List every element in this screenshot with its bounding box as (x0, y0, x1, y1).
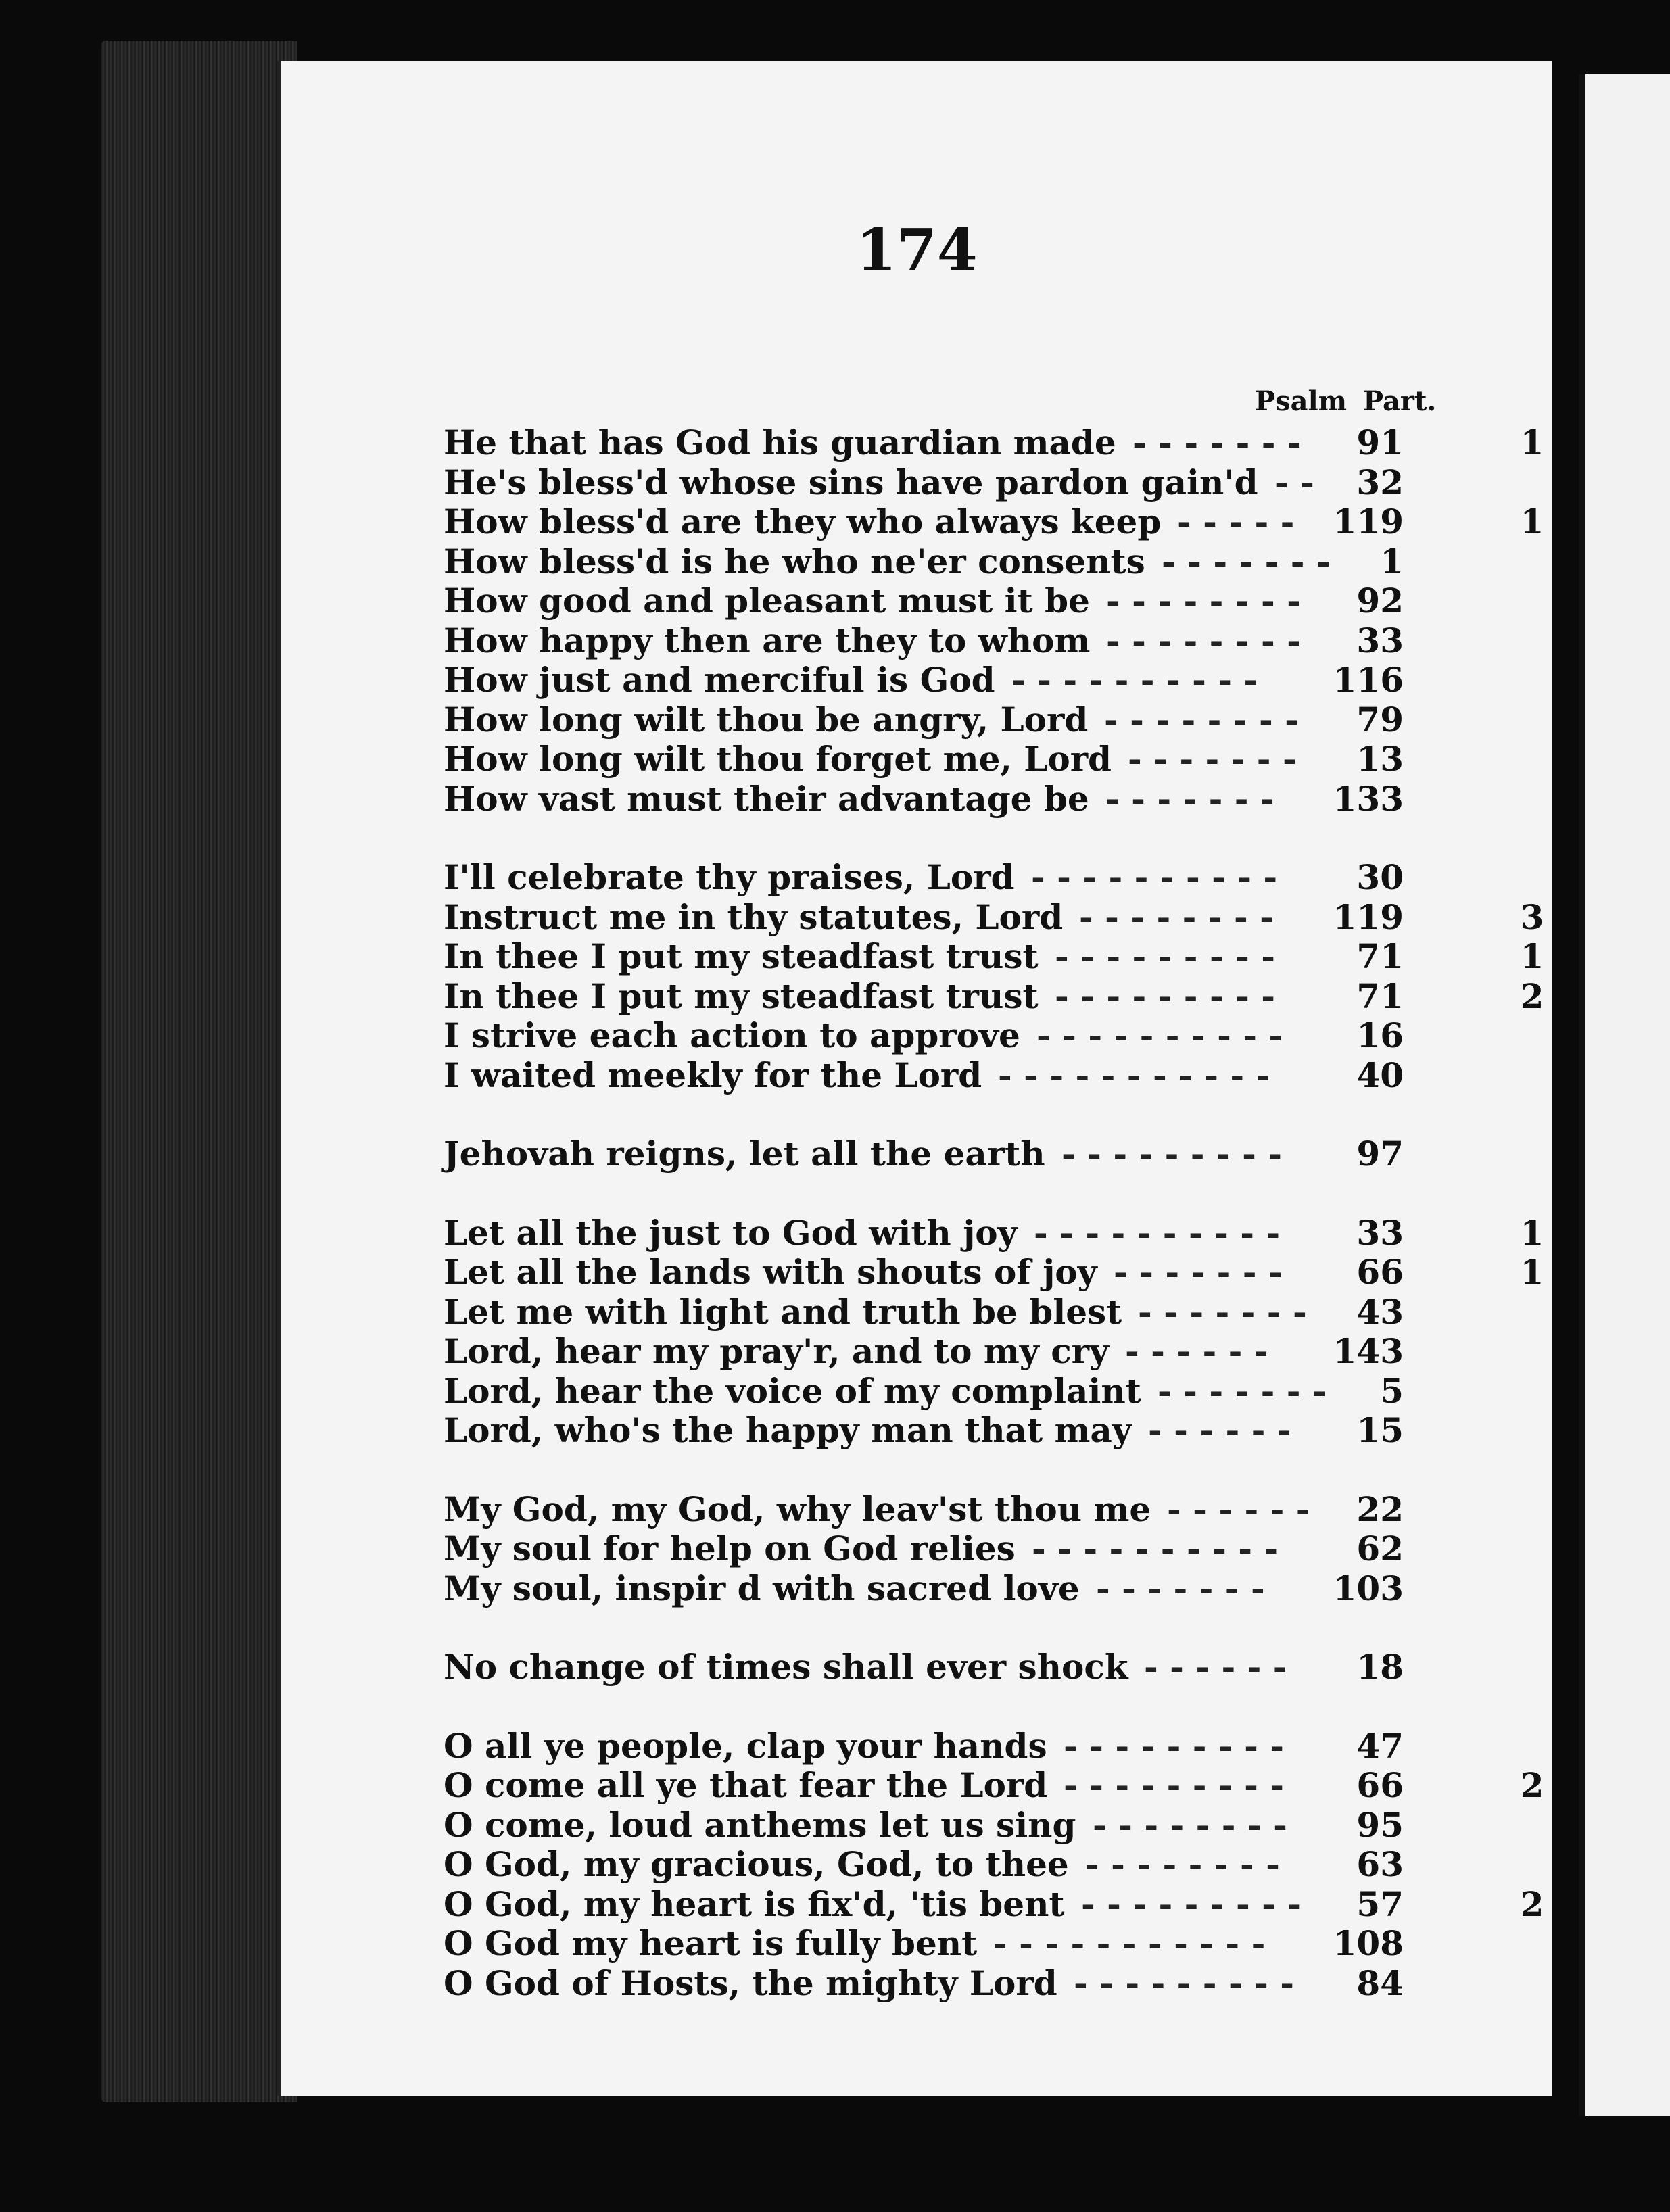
page-number: 174 (856, 216, 978, 285)
psalm-number: 91 (1356, 423, 1404, 462)
index-entry (444, 857, 1593, 898)
first-line-text: I waited meekly for the Lord (444, 1055, 982, 1095)
psalm-column-header: Psalm (1255, 385, 1347, 417)
index-entry (444, 976, 1593, 1017)
leader-dashes: - - - - - (1177, 502, 1295, 542)
first-line-text: Let all the just to God with joy (444, 1213, 1018, 1253)
leader-dashes: - - - - - - - - (1079, 897, 1274, 937)
part-column-header: Part. (1363, 385, 1437, 417)
first-line-text: How just and merciful is God (444, 660, 995, 700)
first-line-text: How bless'd is he who ne'er consents (444, 542, 1145, 581)
part-number: 1 (1520, 502, 1544, 542)
book-edge (101, 41, 297, 2102)
leader-dashes: - - - - - - - - - - - (993, 1923, 1266, 1963)
psalm-number: 33 (1356, 621, 1404, 660)
leader-dashes: - - - - - - - - - - (1034, 1213, 1281, 1253)
index-entry (444, 1055, 1593, 1096)
first-line-text: He's bless'd whose sins have pardon gain'd (444, 462, 1258, 502)
index-entry (444, 1726, 1593, 1766)
index-entry (444, 1015, 1593, 1056)
first-line-text: How bless'd are they who always keep (444, 502, 1162, 542)
leader-dashes: - - - - - - - - (1106, 621, 1301, 660)
first-line-text: O God my heart is fully bent (444, 1923, 978, 1963)
psalm-number: 116 (1333, 660, 1404, 700)
leader-dashes: - - - - - - - - - (1055, 976, 1276, 1016)
leader-dashes: - - - - - - - - (1093, 1805, 1287, 1845)
leader-dashes: - - - - - - (1125, 1331, 1268, 1371)
first-line-text: Jehovah reigns, let all the earth (444, 1134, 1045, 1174)
index-entry (444, 1805, 1593, 1846)
first-line-text: In thee I put my steadfast trust (444, 976, 1039, 1016)
index-entry (444, 1410, 1593, 1451)
index-entry (444, 1213, 1593, 1253)
leader-dashes: - - - - - - - - - - - (998, 1055, 1270, 1095)
psalm-number: 66 (1356, 1765, 1404, 1805)
first-line-text: No change of times shall ever shock (444, 1647, 1128, 1687)
first-line-text: How long wilt thou forget me, Lord (444, 739, 1112, 779)
psalm-number: 30 (1356, 857, 1404, 897)
index-entry (444, 1963, 1593, 2004)
part-number: 2 (1520, 1765, 1544, 1805)
index-entry (444, 1134, 1593, 1174)
leader-dashes: - - - - - - - (1132, 423, 1302, 462)
psalm-number: 1 (1380, 542, 1404, 581)
first-line-text: My soul, inspir d with sacred love (444, 1568, 1080, 1608)
leader-dashes: - - - - - - - - (1085, 1844, 1280, 1884)
psalm-number: 15 (1356, 1410, 1404, 1450)
psalm-number: 92 (1356, 581, 1404, 621)
leader-dashes: - - - - - - - - (1106, 581, 1301, 621)
index-entry (444, 779, 1593, 819)
leader-dashes: - - - - - - - (1105, 779, 1274, 819)
psalm-number: 5 (1380, 1371, 1404, 1411)
index-entry (444, 1252, 1593, 1293)
leader-dashes: - - - - - - - (1158, 1371, 1327, 1411)
psalm-number: 63 (1356, 1844, 1404, 1884)
index-entry (444, 1568, 1593, 1609)
psalm-number: 84 (1356, 1963, 1404, 2003)
index-entry (444, 936, 1593, 977)
psalm-number: 18 (1356, 1647, 1404, 1687)
leader-dashes: - - - - - - - - - (1081, 1884, 1302, 1924)
part-number: 1 (1520, 1252, 1544, 1292)
leader-dashes: - - - - - - - - - - (1031, 857, 1278, 897)
psalm-number: 119 (1333, 897, 1404, 937)
index-entry (444, 1884, 1593, 1925)
leader-dashes: - - - - - - - (1162, 542, 1331, 581)
first-line-text: My soul for help on God relies (444, 1529, 1016, 1568)
psalm-number: 79 (1356, 700, 1404, 740)
index-entry (444, 700, 1593, 740)
psalm-number: 33 (1356, 1213, 1404, 1253)
part-number: 1 (1520, 1213, 1544, 1253)
psalm-number: 22 (1356, 1489, 1404, 1529)
first-line-text: Let all the lands with shouts of joy (444, 1252, 1097, 1292)
psalm-number: 47 (1356, 1726, 1404, 1766)
leader-dashes: - - - - - - - - - (1074, 1963, 1295, 2003)
psalm-number: 32 (1356, 462, 1404, 502)
index-entry (444, 1765, 1593, 1806)
first-line-text: Lord, hear the voice of my complaint (444, 1371, 1141, 1411)
leader-dashes: - - - - - - - (1096, 1568, 1265, 1608)
leader-dashes: - - - - - - - - - - (1011, 660, 1258, 700)
first-line-text: I'll celebrate thy praises, Lord (444, 857, 1015, 897)
first-line-text: How happy then are they to whom (444, 621, 1091, 660)
psalm-number: 133 (1333, 779, 1404, 819)
psalm-number: 108 (1333, 1923, 1404, 1963)
index-entry (444, 1331, 1593, 1372)
leader-dashes: - - - - - - - - - - (1032, 1529, 1279, 1568)
index-entry (444, 897, 1593, 938)
psalm-number: 16 (1356, 1015, 1404, 1055)
leader-dashes: - - - - - - (1148, 1410, 1291, 1450)
index-entry (444, 1923, 1593, 1964)
leader-dashes: - - - - - - - - - (1064, 1726, 1285, 1766)
leader-dashes: - - - - - - - - - - (1036, 1015, 1283, 1055)
part-number: 1 (1520, 423, 1544, 462)
index-entry (444, 739, 1593, 779)
psalm-number: 40 (1356, 1055, 1404, 1095)
first-line-text: I strive each action to approve (444, 1015, 1020, 1055)
first-line-text: In thee I put my steadfast trust (444, 936, 1039, 976)
part-number: 2 (1520, 1884, 1544, 1924)
first-line-text: Let me with light and truth be blest (444, 1292, 1122, 1332)
index-entry (444, 1844, 1593, 1885)
first-line-text: O come, loud anthems let us sing (444, 1805, 1076, 1845)
index-entry (444, 1489, 1593, 1530)
first-line-text: How long wilt thou be angry, Lord (444, 700, 1089, 740)
index-entry (444, 423, 1593, 463)
psalm-number: 103 (1333, 1568, 1404, 1608)
first-line-text: O come all ye that fear the Lord (444, 1765, 1048, 1805)
first-line-text: My God, my God, why leav'st thou me (444, 1489, 1151, 1529)
leader-dashes: - - (1274, 462, 1314, 502)
index-entry (444, 1647, 1593, 1687)
part-number: 2 (1520, 976, 1544, 1016)
psalm-number: 13 (1356, 739, 1404, 779)
index-entry (444, 621, 1593, 661)
leader-dashes: - - - - - - (1144, 1647, 1287, 1687)
index-entry (444, 462, 1593, 503)
first-line-text: Lord, hear my pray'r, and to my cry (444, 1331, 1110, 1371)
first-line-text: He that has God his guardian made (444, 423, 1116, 462)
part-number: 3 (1520, 897, 1544, 937)
leader-dashes: - - - - - - - - - (1055, 936, 1276, 976)
leader-dashes: - - - - - - - - - (1064, 1765, 1285, 1805)
index-page (277, 61, 1552, 2096)
index-entry (444, 660, 1593, 700)
first-line-text: O God of Hosts, the mighty Lord (444, 1963, 1057, 2003)
first-line-text: Instruct me in thy statutes, Lord (444, 897, 1064, 937)
index-entry (444, 1292, 1593, 1332)
leader-dashes: - - - - - - - (1138, 1292, 1307, 1332)
psalm-number: 43 (1356, 1292, 1404, 1332)
first-line-text: O God, my heart is fix'd, 'tis bent (444, 1884, 1065, 1924)
psalm-number: 71 (1356, 936, 1404, 976)
index-entry (444, 1529, 1593, 1569)
psalm-number: 119 (1333, 502, 1404, 542)
leader-dashes: - - - - - - - - (1104, 700, 1299, 740)
first-line-text: Lord, who's the happy man that may (444, 1410, 1132, 1450)
index-entry (444, 1371, 1593, 1412)
psalm-number: 71 (1356, 976, 1404, 1016)
psalm-number: 97 (1356, 1134, 1404, 1174)
part-number: 1 (1520, 936, 1544, 976)
leader-dashes: - - - - - - (1167, 1489, 1310, 1529)
leader-dashes: - - - - - - - - - (1061, 1134, 1283, 1174)
index-entry (444, 542, 1593, 582)
first-line-text: How good and pleasant must it be (444, 581, 1090, 621)
first-line-text: How vast must their advantage be (444, 779, 1089, 819)
leader-dashes: - - - - - - - (1114, 1252, 1283, 1292)
leader-dashes: - - - - - - - (1128, 739, 1297, 779)
psalm-number: 62 (1356, 1529, 1404, 1568)
first-line-text: O God, my gracious, God, to thee (444, 1844, 1069, 1884)
index-entry (444, 502, 1593, 542)
psalm-number: 95 (1356, 1805, 1404, 1845)
psalm-number: 57 (1356, 1884, 1404, 1924)
psalm-number: 66 (1356, 1252, 1404, 1292)
first-line-text: O all ye people, clap your hands (444, 1726, 1047, 1766)
psalm-number: 143 (1333, 1331, 1404, 1371)
index-entry (444, 581, 1593, 621)
